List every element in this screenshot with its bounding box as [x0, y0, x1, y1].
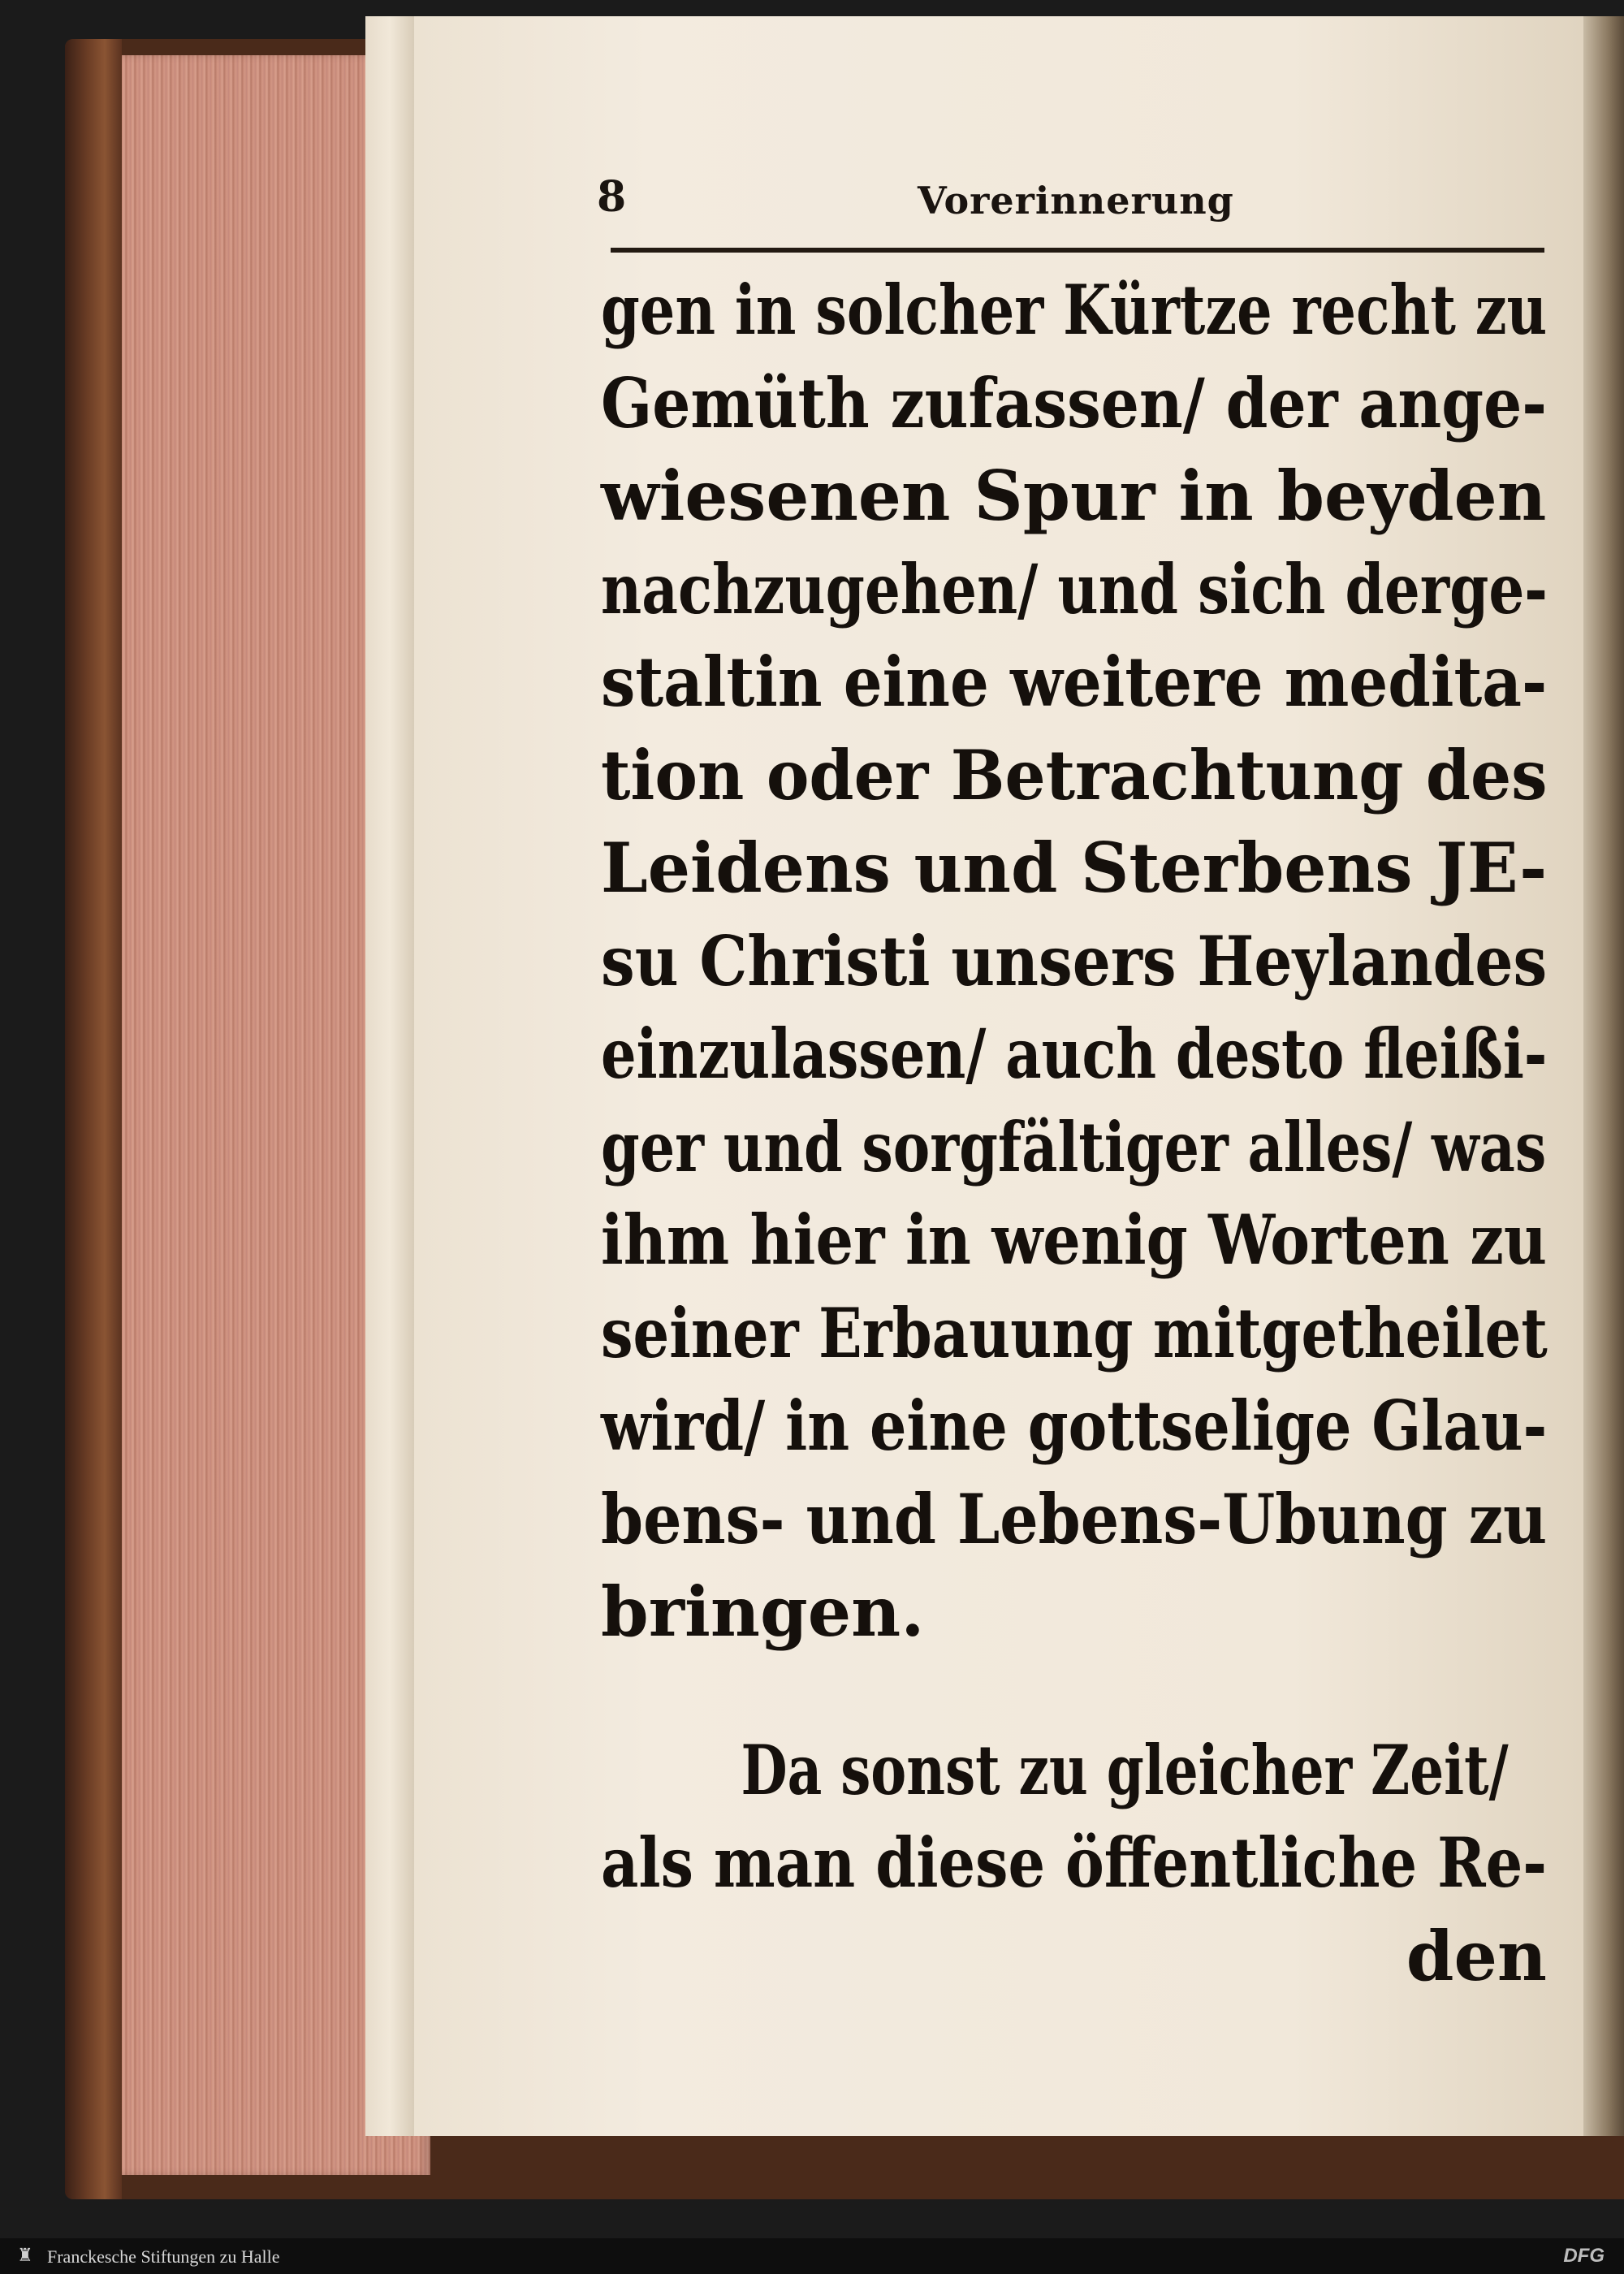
text-line: wird/ in eine gottselige Glau-	[601, 1386, 1548, 1466]
text-line: bringen.	[601, 1571, 925, 1652]
book-gutter	[1583, 16, 1624, 2136]
text-line: einzulassen/ auch desto fleißi-	[601, 1014, 1548, 1094]
institution-label: Franckesche Stiftungen zu Halle	[47, 2246, 280, 2267]
foundation-emblem-icon: ♜	[17, 2246, 33, 2266]
text-line: Da sonst zu gleicher Zeit/	[741, 1729, 1509, 1810]
running-title: Vorerinnerung	[918, 179, 1234, 223]
page-body	[601, 264, 1547, 2003]
book-cover-edge	[65, 39, 122, 2199]
text-line: Gemüth zufassen/ der ange-	[601, 362, 1547, 443]
text-line: Leidens und Sterbens JE-	[601, 828, 1548, 908]
page-edge-highlight	[365, 16, 414, 2136]
text-line: su Christi unsers Heylandes	[601, 920, 1548, 1001]
text-line: nachzugehen/ und sich derge-	[601, 548, 1548, 629]
text-line: gen in solcher Kürtze recht zu	[601, 270, 1548, 350]
text-line: bens- und Lebens-Ubung zu	[601, 1478, 1548, 1559]
page-header	[597, 172, 1547, 237]
paragraph-1	[601, 264, 1547, 1659]
text-line: staltin eine weitere medita-	[601, 642, 1548, 722]
paragraph-2	[601, 1724, 1547, 1910]
text-line: ihm hier in wenig Worten zu	[601, 1200, 1547, 1280]
page-number: 8	[597, 172, 627, 222]
catchword: den	[1406, 1915, 1547, 1996]
text-line: als man diese öffentliche Re-	[601, 1822, 1547, 1903]
header-rule	[611, 248, 1544, 253]
text-line: wiesenen Spur in beyden	[601, 456, 1547, 536]
text-line: tion oder Betrachtung des	[601, 734, 1548, 815]
dfg-logo: DFG	[1563, 2245, 1605, 2267]
text-line: ger und sorgfältiger alles/ was	[601, 1106, 1547, 1187]
viewer-footer	[0, 2238, 1624, 2274]
text-line: seiner Erbauung mitgetheilet	[601, 1292, 1548, 1373]
